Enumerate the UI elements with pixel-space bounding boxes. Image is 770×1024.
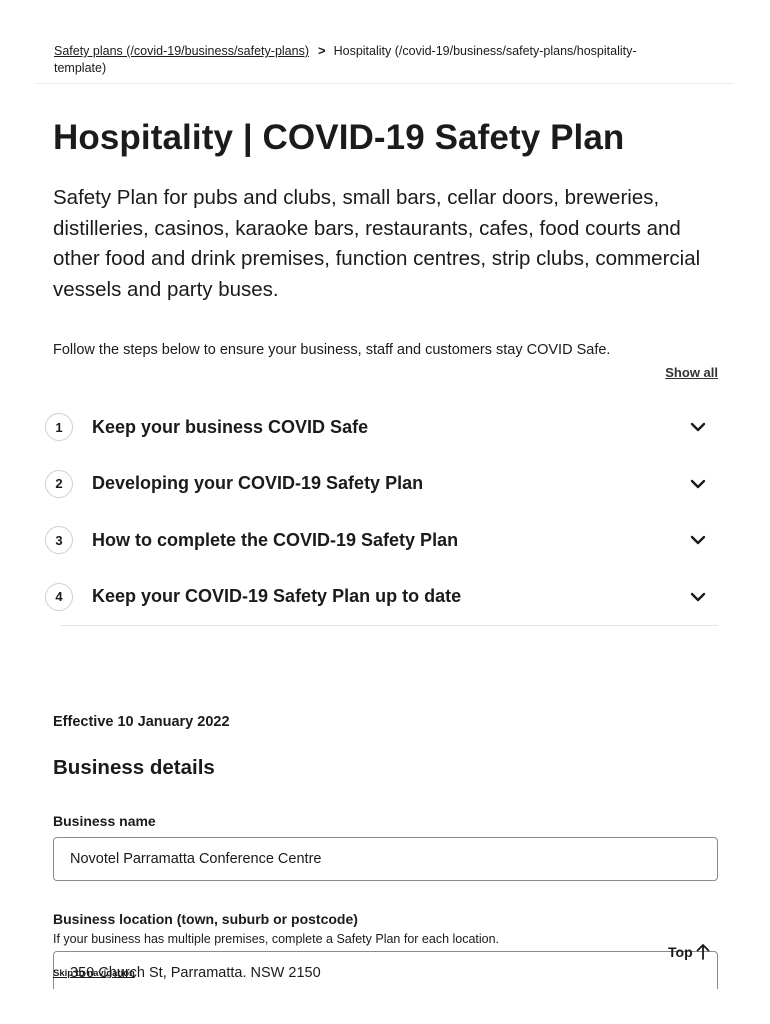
business-name-input[interactable] xyxy=(53,837,718,881)
step-title: How to complete the COVID-19 Safety Plan xyxy=(92,529,459,550)
back-to-top-link[interactable] xyxy=(668,943,710,960)
accordion-step-4[interactable] xyxy=(45,569,720,626)
step-number-badge: 4 xyxy=(45,583,73,611)
breadcrumb-link-safety-plans[interactable]: Safety plans (/covid-19/business/safety-plans) xyxy=(54,44,309,58)
steps-accordion xyxy=(45,399,720,625)
chevron-down-icon xyxy=(690,592,706,602)
step-number-badge: 1 xyxy=(45,413,73,441)
chevron-down-icon xyxy=(690,479,706,489)
accordion-step-1[interactable] xyxy=(45,399,720,456)
page-intro: Safety Plan for pubs and clubs, small bars, cellar doors, breweries, distilleries, casinos, karaoke bars, restaurants, cafes, food courts and other food and drink premises, function centres, strip clubs, commercial vessels and party buses. xyxy=(53,186,701,301)
page-title: Hospitality | COVID-19 Safety Plan xyxy=(53,118,625,157)
step-number-badge: 3 xyxy=(45,526,73,554)
accordion-step-3[interactable] xyxy=(45,512,720,569)
breadcrumb-divider xyxy=(36,83,734,84)
section-title-business-details: Business details xyxy=(53,756,215,779)
breadcrumb xyxy=(54,42,654,77)
business-name-label: Business name xyxy=(53,813,156,829)
business-location-input[interactable] xyxy=(53,951,718,989)
breadcrumb-separator: > xyxy=(318,43,326,58)
arrow-up-icon xyxy=(696,943,710,960)
show-all-button[interactable]: Show all xyxy=(665,365,718,380)
step-title: Developing your COVID-19 Safety Plan xyxy=(92,473,424,494)
business-location-label: Business location (town, suburb or postcode) xyxy=(53,911,358,927)
step-number-badge: 2 xyxy=(45,470,73,498)
business-location-help: If your business has multiple premises, complete a Safety Plan for each location. xyxy=(53,932,500,946)
chevron-down-icon xyxy=(690,422,706,432)
back-to-top-label: Top xyxy=(668,943,693,960)
skip-to-navigation-link[interactable]: Skip to navigation xyxy=(53,968,135,979)
step-title: Keep your business COVID Safe xyxy=(92,416,369,437)
breadcrumb-current: Hospitality (/covid-19/business/safety-plans/hospitality-template) xyxy=(54,44,637,75)
step-title: Keep your COVID-19 Safety Plan up to date xyxy=(92,586,462,607)
accordion-divider xyxy=(60,625,718,626)
effective-date: Effective 10 January 2022 xyxy=(53,714,230,730)
chevron-down-icon xyxy=(690,535,706,545)
accordion-step-2[interactable] xyxy=(45,456,720,513)
steps-intro-text: Follow the steps below to ensure your business, staff and customers stay COVID Safe. xyxy=(53,342,611,358)
